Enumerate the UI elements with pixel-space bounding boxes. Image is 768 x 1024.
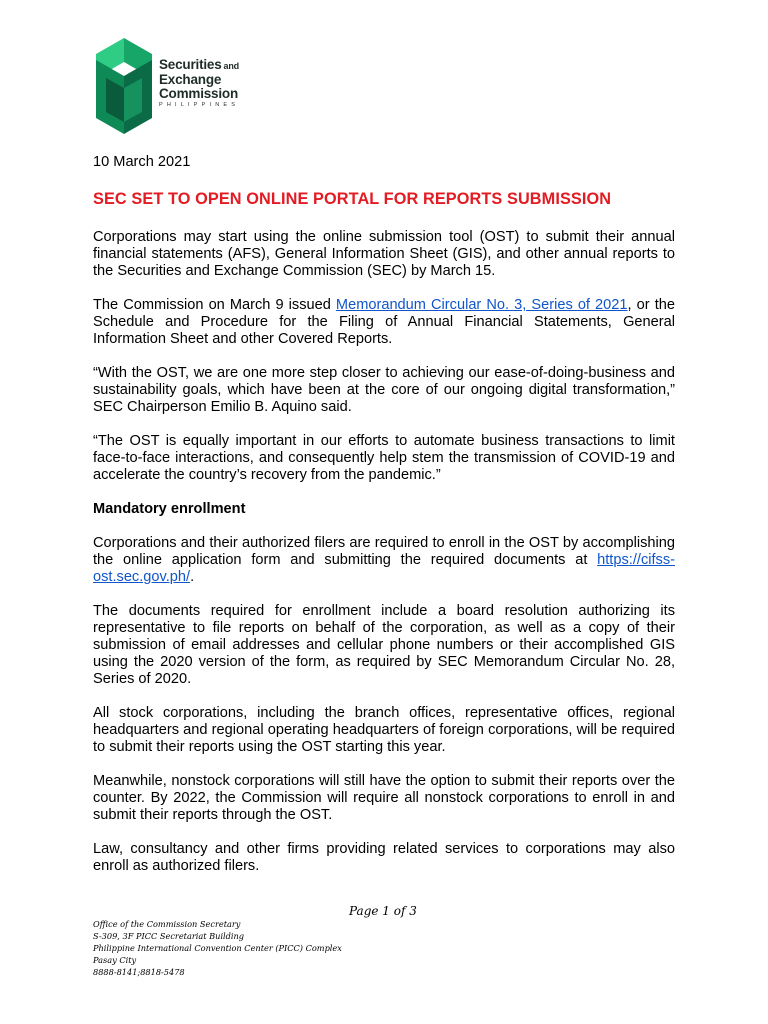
headline: SEC SET TO OPEN ONLINE PORTAL FOR REPORTS SUBMISSION (93, 190, 612, 208)
paragraph-6: The documents required for enrollment include a board resolution authorizing its representative to file reports on behalf of the corporation, as well as a copy of their submission of email addresses and cellular phone numbers or their accomplished GIS using the 2020 version of the form, as required by SEC Memorandum Circular No. 28, Series of 2020. (93, 603, 675, 687)
paragraph-5: Corporations and their authorized filers are required to enroll in the OST by accomplishing the online application form and submitting the required documents at https://cifss-ost.sec.gov.ph/. (93, 535, 675, 585)
paragraph-4: “The OST is equally important in our efforts to automate business transactions to limit face-to-face interactions, and consequently help stem the transmission of COVID-19 and accelerate the country’s recovery from the pandemic.” (93, 433, 675, 483)
footer-line: 8888-8141;8818-5478 (93, 967, 185, 977)
sec-emblem-icon (92, 38, 156, 134)
paragraph-1: Corporations may start using the online submission tool (OST) to submit their annual financial statements (AFS), General Information Sheet (GIS), and other annual reports to the Securities and Exchange Commission (SEC) by March 15. (93, 229, 675, 279)
footer-line: Pasay City (93, 955, 137, 965)
footer-line: S-309, 3F PICC Secretariat Building (93, 931, 245, 941)
memorandum-circular-link[interactable]: Memorandum Circular No. 3, Series of 2021 (335, 297, 628, 313)
footer-address (93, 918, 342, 978)
logo-line-3: Commission (159, 86, 239, 101)
release-date: 10 March 2021 (93, 154, 191, 170)
sec-logo-wordmark (159, 58, 239, 108)
section-heading: Mandatory enrollment (93, 501, 246, 517)
paragraph-7: All stock corporations, including the branch offices, representative offices, regional headquarters and regional operating headquarters of foreign corporations, will be required to submit their reports using the OST starting this year. (93, 705, 675, 755)
logo-country: PHILIPPINES (159, 102, 240, 108)
paragraph-3: “With the OST, we are one more step closer to achieving our ease-of-doing-business and sustainability goals, which have been at the core of our ongoing digital transformation,” SEC Chairperson Emilio B. Aquino said. (93, 365, 675, 415)
ost-portal-link[interactable]: https://cifss-ost.sec.gov.ph/ (93, 552, 675, 585)
press-release-body (93, 154, 675, 892)
logo-line-1: Securities and (159, 57, 239, 72)
footer-line: Philippine International Convention Center (PICC) Complex (93, 943, 342, 953)
footer-line: Office of the Commission Secretary (93, 919, 241, 929)
paragraph-9: Law, consultancy and other firms providing related services to corporations may also enroll as authorized filers. (93, 841, 675, 874)
logo-line-2: Exchange (159, 72, 222, 87)
page-number: Page 1 of 3 (349, 904, 417, 918)
paragraph-8: Meanwhile, nonstock corporations will still have the option to submit their reports over the counter. By 2022, the Commission will require all nonstock corporations to enroll in and submit their reports through the OST. (93, 773, 675, 823)
paragraph-2: The Commission on March 9 issued Memorandum Circular No. 3, Series of 2021, or the Schedule and Procedure for the Filing of Annual Financial Statements, General Information Sheet and other Covered Reports. (93, 297, 675, 347)
